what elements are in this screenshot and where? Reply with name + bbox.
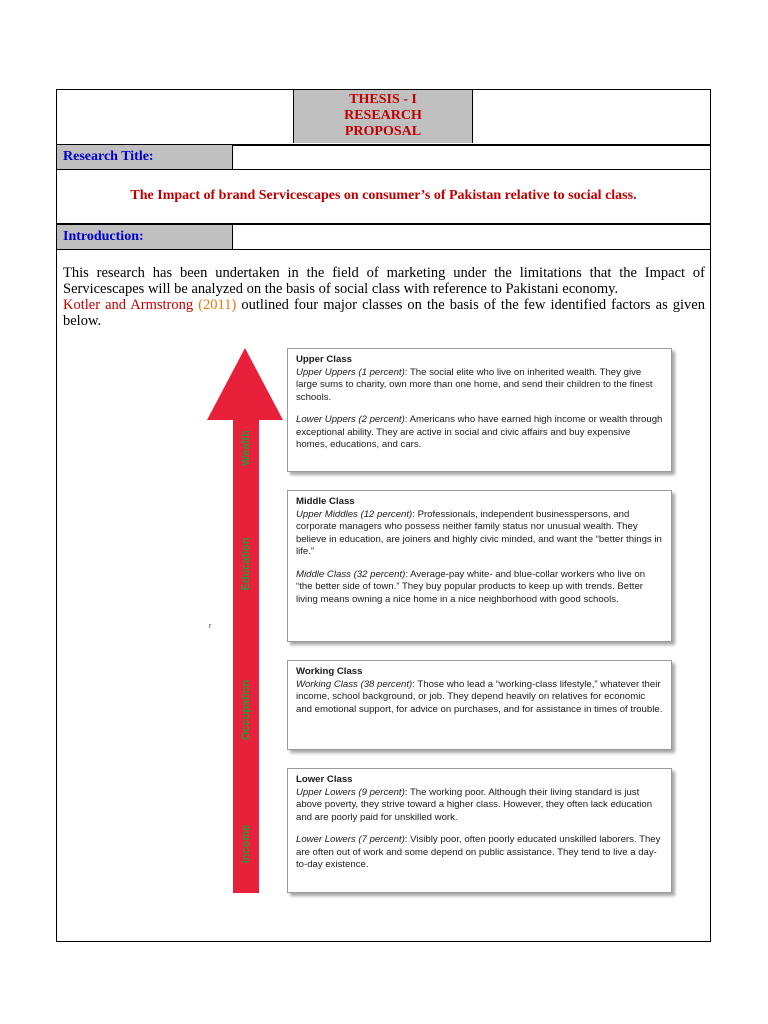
introduction-label: Introduction:: [57, 225, 233, 249]
axis-label-education: Education: [240, 537, 252, 591]
class-description: [296, 367, 663, 405]
class-text: : Visibly poor, often poorly educated unskilled laborers. They are often out of work and some depend on public assistance. They tend to live a day-to-day existence.: [296, 834, 661, 870]
working-class-box: [287, 660, 672, 750]
class-description: [296, 569, 663, 607]
middle-class-box: [287, 490, 672, 642]
class-term: Working Class (38 percent): [296, 678, 413, 690]
research-title-row: [57, 145, 710, 170]
class-title: Middle Class: [296, 496, 355, 507]
class-term: Lower Uppers (2 percent): [296, 414, 405, 425]
class-text: : Professionals, independent businesspersons, and corporate managers who possess neither family status nor unusual wealth. They believe in education, are joiners and highly civic minded, and want the “better things in life.”: [296, 508, 662, 557]
class-term: Lower Lowers (7 percent): [296, 834, 405, 845]
class-text: : Average-pay white- and blue-collar workers who live on “the better side of town.” They buy popular products to keep up with trends. Better living means owning a nice home in a nice neighborhood with good schools.: [296, 568, 646, 605]
axis-label-income: Income: [240, 824, 252, 864]
class-title: Working Class: [296, 666, 363, 677]
social-class-figure: [207, 348, 707, 896]
class-description: [296, 509, 663, 559]
class-term: Upper Uppers (1 percent): [296, 366, 405, 378]
axis-label-wealth: Wealth: [240, 430, 252, 466]
stray-mark: r: [209, 623, 212, 630]
header-row: [57, 90, 710, 146]
thesis-title-box: [293, 90, 473, 143]
class-term: Middle Class (32 percent): [296, 568, 406, 580]
upper-class-box: [287, 348, 672, 472]
class-text: : The working poor. Although their living standard is just above poverty, they strive toward a higher class. However, they often lack education and are poorly paid for unskilled work.: [296, 786, 653, 823]
class-term: Upper Middles (12 percent): [296, 508, 413, 520]
research-title-label: Research Title:: [57, 145, 233, 169]
lower-class-box: [287, 768, 672, 893]
class-text: : Those who lead a “working-class lifestyle,” whatever their income, school background, or job. They depend heavily on relatives for economic and emotional support, for advice on purchases, and for assistance in times of trouble.: [296, 678, 663, 715]
axis-label-occupation: Occupation: [240, 679, 252, 741]
introduction-text: [63, 265, 705, 329]
research-title: The Impact of brand Servicescapes on consumer’s of Pakistan relative to social class.: [130, 188, 637, 203]
citation-year: (2011): [198, 297, 237, 313]
class-text: : The social elite who live on inherited wealth. They give large sums to charity, own more than one home, and send their children to the finest schools.: [296, 366, 653, 403]
introduction-paragraph-1: This research has been undertaken in the field of marketing under the limitations that the Impact of Servicescapes will be analyzed on the basis of social class with reference to Pakistani economy.: [63, 265, 705, 297]
class-description: [296, 787, 663, 825]
introduction-paragraph-2: [63, 297, 705, 329]
thesis-title-line2: RESEARCH: [344, 108, 422, 123]
proposal-form: [56, 89, 711, 942]
class-description: [296, 414, 663, 452]
thesis-title-line3: PROPOSAL: [344, 124, 422, 139]
class-text: : Americans who have earned high income or wealth through exceptional ability. They are active in social and civic affairs and buy expensive homes, educations, and cars.: [296, 414, 663, 450]
class-term: Upper Lowers (9 percent): [296, 786, 405, 798]
class-title: Upper Class: [296, 354, 352, 365]
thesis-title-line1: THESIS - I: [349, 92, 417, 107]
class-description: [296, 679, 663, 717]
citation-authors: Kotler and Armstrong: [63, 297, 194, 313]
introduction-paragraph-2-text: outlined four major classes on the basis of the few identified factors as given below.: [63, 297, 705, 329]
class-description: [296, 834, 663, 872]
introduction-row: [57, 223, 710, 250]
class-title: Lower Class: [296, 774, 353, 785]
